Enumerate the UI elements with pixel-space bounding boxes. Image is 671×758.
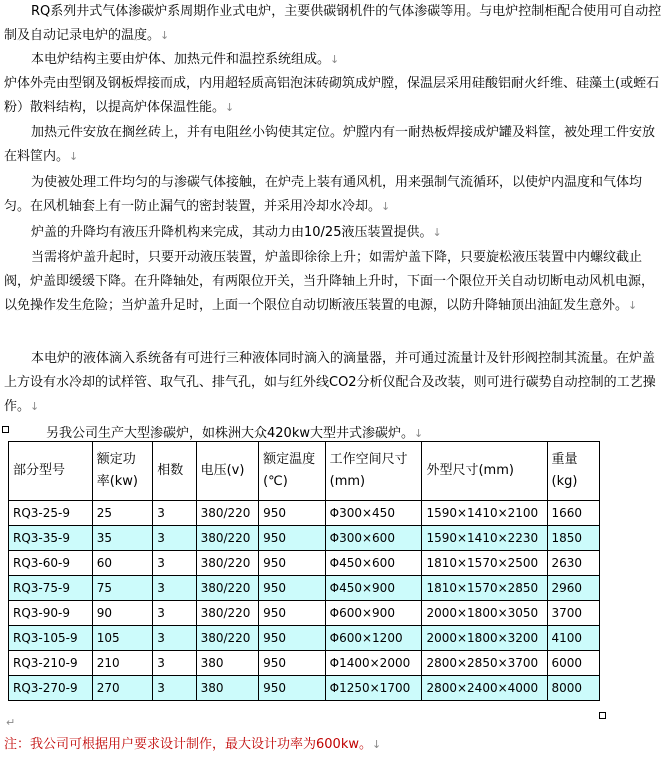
cell-power: 270 bbox=[92, 676, 153, 701]
cell-workspace: Φ1250×1700 bbox=[325, 676, 422, 701]
table-row bbox=[9, 551, 600, 576]
table-anchor-icon bbox=[2, 426, 9, 433]
cell-model: RQ3-270-9 bbox=[9, 676, 93, 701]
cell-power: 210 bbox=[92, 651, 153, 676]
cell-temperature: 950 bbox=[259, 626, 326, 651]
cell-workspace: Φ300×600 bbox=[325, 526, 422, 551]
cell-workspace: Φ450×900 bbox=[325, 576, 422, 601]
cell-power: 105 bbox=[92, 626, 153, 651]
cell-voltage: 380/220 bbox=[196, 626, 259, 651]
cell-weight: 4100 bbox=[547, 626, 600, 651]
cell-weight: 3700 bbox=[547, 601, 600, 626]
cell-dimensions: 1590×1410×2230 bbox=[422, 526, 547, 551]
cell-weight: 2630 bbox=[547, 551, 600, 576]
cell-temperature: 950 bbox=[259, 551, 326, 576]
cell-workspace: Φ300×450 bbox=[325, 501, 422, 526]
cell-dimensions: 2000×1800×3050 bbox=[422, 601, 547, 626]
paragraph-mark: ↓ bbox=[628, 299, 638, 312]
cell-phase: 3 bbox=[153, 501, 196, 526]
cell-temperature: 950 bbox=[259, 576, 326, 601]
cell-voltage: 380 bbox=[196, 676, 259, 701]
cell-power: 60 bbox=[92, 551, 153, 576]
table-row bbox=[9, 526, 600, 551]
cell-power: 75 bbox=[92, 576, 153, 601]
cell-workspace: Φ600×1200 bbox=[325, 626, 422, 651]
cell-weight: 2960 bbox=[547, 576, 600, 601]
paragraph-shell: 炉体外壳由型钢及钢板焊接而成，内用超轻质高铝泡沫砖砌筑成炉膛，保温层采用硅酸铝耐火纤维、硅藻土(或蛭石粉）散料结构，以提高炉体保温性能。↓ bbox=[4, 76, 660, 115]
paragraph-fan: 为使被处理工件均匀的与渗碳气体接触，在炉壳上装有通风机，用来强制气流循环，以使炉内温度和气体均匀。在风机轴套上有一防止漏气的密封装置，并采用冷却水冷却。↓ bbox=[4, 175, 643, 214]
cell-model: RQ3-75-9 bbox=[9, 576, 93, 601]
header-workspace: 工作空间尺寸 (mm) bbox=[325, 442, 422, 501]
paragraph-intro: RQ系列井式气体渗碳炉系周期作业式电炉，主要供碳钢机件的气体渗碳等用。与电炉控制柜配合使用可自动控制及自动记录电炉的温度。↓ bbox=[4, 4, 662, 43]
design-note: 注：我公司可根据用户要求设计制作，最大设计功率为600kw。↓ bbox=[4, 737, 382, 752]
cell-voltage: 380/220 bbox=[196, 601, 259, 626]
cell-power: 25 bbox=[92, 501, 153, 526]
paragraph-heating: 加热元件安放在搁丝砖上，并有电阻丝小钩使其定位。炉膛内有一耐热板焊接成炉罐及料筐，被处理工件安放在料筐内。↓ bbox=[4, 125, 656, 164]
cell-dimensions: 1590×1410×2100 bbox=[422, 501, 547, 526]
paragraph-operation: 当需将炉盖升起时，只要开动液压装置，炉盖即徐徐上升；如需炉盖下降，只要旋松液压装置中内螺纹截止阀，炉盖即缓缓下降。在升降轴处，有两限位开关，当升降轴上升时，下面一个限位开关自动切断电动风机电源，以免操作发生危险；当炉盖升足时，上面一个限位自动切断液压装置的电源，以防升降轴顶出油缸发生意外。↓ bbox=[4, 250, 655, 313]
paragraph-mark: ↓ bbox=[432, 226, 442, 239]
cell-phase: 3 bbox=[153, 576, 196, 601]
cell-model: RQ3-25-9 bbox=[9, 501, 93, 526]
cell-voltage: 380/220 bbox=[196, 576, 259, 601]
header-temperature: 额定温度(℃) bbox=[259, 442, 326, 501]
cell-voltage: 380/220 bbox=[196, 551, 259, 576]
cell-phase: 3 bbox=[153, 601, 196, 626]
header-power: 额定功率(kw) bbox=[92, 442, 153, 501]
header-weight: 重量(kg) bbox=[547, 442, 600, 501]
cell-dimensions: 2800×2850×3700 bbox=[422, 651, 547, 676]
paragraph-mark: ↓ bbox=[225, 101, 235, 114]
paragraph-mark: ↓ bbox=[30, 400, 40, 413]
cell-phase: 3 bbox=[153, 676, 196, 701]
cell-workspace: Φ600×900 bbox=[325, 601, 422, 626]
cell-weight: 6000 bbox=[547, 651, 600, 676]
cell-dimensions: 1810×1570×2850 bbox=[422, 576, 547, 601]
blank-line-mark: ↵ bbox=[6, 716, 16, 729]
cell-weight: 1660 bbox=[547, 501, 600, 526]
cell-model: RQ3-90-9 bbox=[9, 601, 93, 626]
cell-workspace: Φ1400×2000 bbox=[325, 651, 422, 676]
cell-temperature: 950 bbox=[259, 651, 326, 676]
table-intro: 另我公司生产大型渗碳炉，如株洲大众420kw大型井式渗碳炉。↓ bbox=[46, 426, 424, 441]
cell-phase: 3 bbox=[153, 626, 196, 651]
paragraph-mark: ↓ bbox=[330, 53, 340, 66]
paragraph-lift: 炉盖的升降均有液压升降机构来完成，其动力由10/25液压装置提供。↓ bbox=[31, 225, 442, 240]
cell-temperature: 950 bbox=[259, 526, 326, 551]
cell-power: 90 bbox=[92, 601, 153, 626]
cell-workspace: Φ450×600 bbox=[325, 551, 422, 576]
table-end-icon bbox=[599, 712, 606, 719]
paragraph-structure: 本电炉结构主要由炉体、加热元件和温控系统组成。↓ bbox=[31, 52, 340, 67]
cell-model: RQ3-60-9 bbox=[9, 551, 93, 576]
table-header-row bbox=[9, 442, 600, 501]
table-row bbox=[9, 601, 600, 626]
cell-phase: 3 bbox=[153, 651, 196, 676]
cell-phase: 3 bbox=[153, 551, 196, 576]
paragraph-mark: ↓ bbox=[371, 738, 382, 751]
table-row bbox=[9, 676, 600, 701]
cell-power: 35 bbox=[92, 526, 153, 551]
paragraph-drip: 本电炉的液体滴入系统备有可进行三种液体同时滴入的滴量器，并可通过流量计及针形阀控制其流量。在炉盖上方设有水冷却的试样管、取气孔、排气孔，如与红外线CO2分析仪配合及改装，则可进行碳势自动控制的工艺操作。↓ bbox=[4, 351, 656, 414]
spec-table bbox=[8, 441, 600, 701]
table-row bbox=[9, 651, 600, 676]
header-dimensions: 外型尺寸(mm) bbox=[422, 442, 547, 501]
paragraph-mark: ↓ bbox=[160, 29, 170, 42]
cell-voltage: 380/220 bbox=[196, 501, 259, 526]
cell-weight: 1850 bbox=[547, 526, 600, 551]
cell-voltage: 380/220 bbox=[196, 526, 259, 551]
cell-phase: 3 bbox=[153, 526, 196, 551]
cell-model: RQ3-210-9 bbox=[9, 651, 93, 676]
table-row bbox=[9, 576, 600, 601]
cell-temperature: 950 bbox=[259, 601, 326, 626]
header-phase: 相数 bbox=[153, 442, 196, 501]
cell-temperature: 950 bbox=[259, 501, 326, 526]
cell-model: RQ3-35-9 bbox=[9, 526, 93, 551]
header-model: 部分型号 bbox=[9, 442, 93, 501]
cell-temperature: 950 bbox=[259, 676, 326, 701]
table-row bbox=[9, 501, 600, 526]
header-voltage: 电压(v) bbox=[196, 442, 259, 501]
paragraph-mark: ↓ bbox=[69, 150, 79, 163]
paragraph-mark: ↓ bbox=[381, 200, 391, 213]
cell-model: RQ3-105-9 bbox=[9, 626, 93, 651]
paragraph-mark: ↓ bbox=[413, 427, 424, 440]
cell-dimensions: 2800×2400×4000 bbox=[422, 676, 547, 701]
cell-voltage: 380 bbox=[196, 651, 259, 676]
cell-weight: 8000 bbox=[547, 676, 600, 701]
cell-dimensions: 1810×1570×2500 bbox=[422, 551, 547, 576]
cell-dimensions: 2000×1800×3200 bbox=[422, 626, 547, 651]
table-row bbox=[9, 626, 600, 651]
